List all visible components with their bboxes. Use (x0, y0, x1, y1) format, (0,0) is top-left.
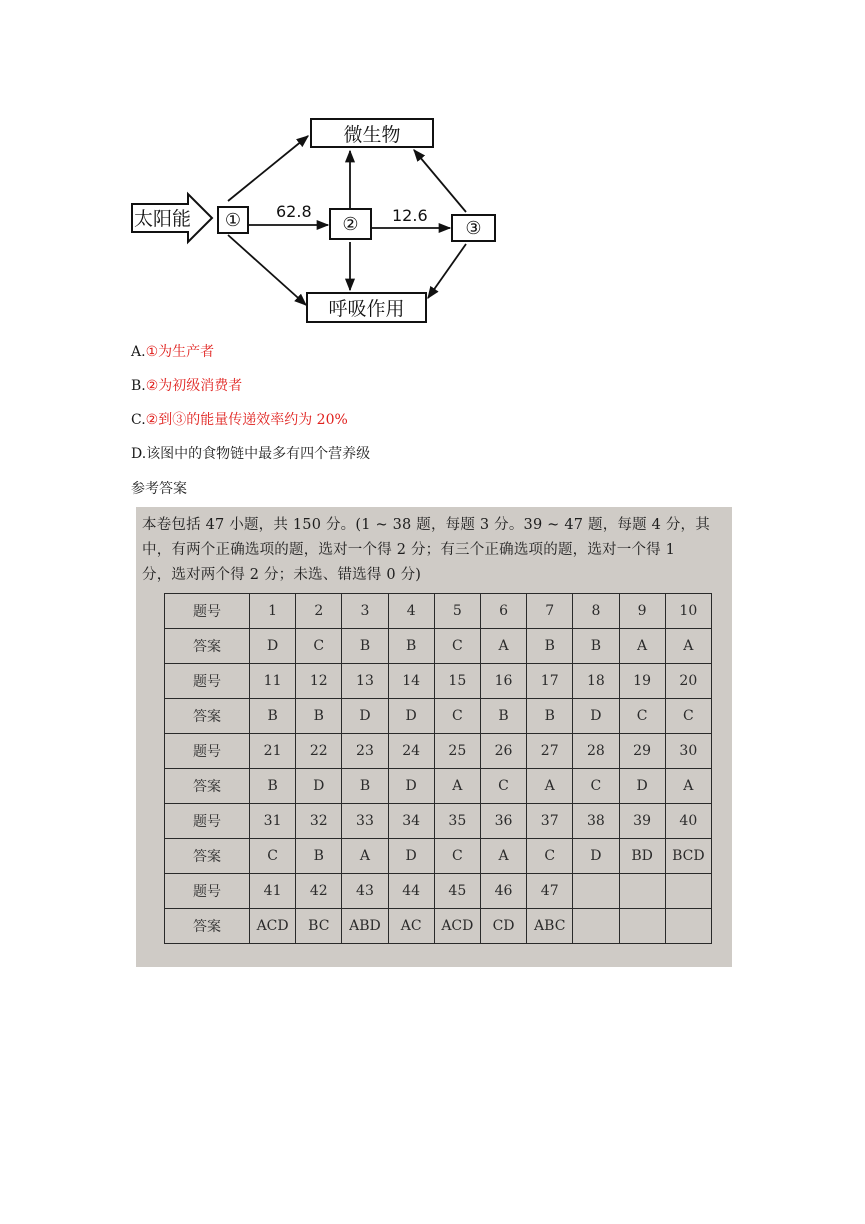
answer-cell: B (527, 699, 573, 734)
answer-cell: ACD (434, 909, 480, 944)
question-number-cell: 19 (619, 664, 665, 699)
answer-cell: B (527, 629, 573, 664)
option-b (131, 375, 242, 395)
question-number-cell: 2 (296, 594, 342, 629)
question-number-row (165, 874, 712, 909)
question-number-cell: 6 (480, 594, 526, 629)
row-label-answer: 答案 (165, 769, 250, 804)
answer-cell: B (342, 629, 388, 664)
question-number-cell: 36 (480, 804, 526, 839)
question-number-cell: 30 (665, 734, 711, 769)
answer-key-header (140, 513, 726, 588)
question-number-cell: 5 (434, 594, 480, 629)
edge-label-1-2: 62.8 (276, 202, 312, 221)
option-c-text: ②到③的能量传递效率约为 20% (145, 412, 348, 428)
answer-cell: A (527, 769, 573, 804)
answer-row (165, 909, 712, 944)
answer-cell: A (480, 839, 526, 874)
question-number-cell: 1 (250, 594, 296, 629)
question-number-cell: 35 (434, 804, 480, 839)
answer-row (165, 769, 712, 804)
question-number-cell: 9 (619, 594, 665, 629)
header-line-3: 分，选对两个得 2 分；未选、错选得 0 分) (142, 567, 422, 583)
question-number-cell: 17 (527, 664, 573, 699)
answer-cell: B (250, 769, 296, 804)
energy-flow-diagram (128, 108, 508, 328)
answer-cell (619, 909, 665, 944)
answer-row (165, 629, 712, 664)
answer-table (164, 593, 712, 944)
question-number-cell (619, 874, 665, 909)
answer-cell: AC (388, 909, 434, 944)
question-number-cell: 11 (250, 664, 296, 699)
question-number-cell: 42 (296, 874, 342, 909)
answer-cell: CD (480, 909, 526, 944)
question-number-cell: 13 (342, 664, 388, 699)
answer-cell: ACD (250, 909, 296, 944)
question-number-cell: 21 (250, 734, 296, 769)
edge-label-2-3: 12.6 (392, 206, 428, 225)
question-number-cell: 32 (296, 804, 342, 839)
question-number-cell: 46 (480, 874, 526, 909)
answer-cell: D (296, 769, 342, 804)
row-label-question: 题号 (165, 874, 250, 909)
question-number-cell: 34 (388, 804, 434, 839)
question-number-cell: 26 (480, 734, 526, 769)
row-label-answer: 答案 (165, 909, 250, 944)
arrow-1-to-microbe (228, 136, 308, 201)
answer-cell: A (480, 629, 526, 664)
question-number-cell: 14 (388, 664, 434, 699)
answer-cell: C (250, 839, 296, 874)
question-number-cell: 25 (434, 734, 480, 769)
row-label-question: 题号 (165, 804, 250, 839)
respiration-box: 呼吸作用 (306, 292, 427, 323)
question-number-cell: 37 (527, 804, 573, 839)
answer-cell: D (342, 699, 388, 734)
answer-cell: A (342, 839, 388, 874)
answer-cell: C (434, 839, 480, 874)
question-number-cell: 20 (665, 664, 711, 699)
answer-cell: D (388, 699, 434, 734)
node-3: ③ (451, 214, 496, 242)
node-2: ② (329, 208, 372, 240)
header-line-1: 本卷包括 47 小题，共 150 分。(1 ~ 38 题，每题 3 分。39 ~ 47 题，每题 4 分，其 (142, 517, 710, 533)
header-line-2: 中，有两个正确选项的题，选对一个得 2 分；有三个正确选项的题，选对一个得 1 (142, 542, 676, 558)
question-number-cell: 7 (527, 594, 573, 629)
question-number-cell: 10 (665, 594, 711, 629)
arrow-3-to-microbe (414, 150, 466, 212)
answer-cell: C (296, 629, 342, 664)
question-number-row (165, 664, 712, 699)
question-number-cell (573, 874, 619, 909)
answer-row (165, 699, 712, 734)
option-d-letter: D. (131, 446, 147, 462)
microbe-box: 微生物 (310, 118, 434, 148)
answer-cell: B (296, 839, 342, 874)
row-label-question: 题号 (165, 594, 250, 629)
question-number-cell: 28 (573, 734, 619, 769)
question-number-cell: 43 (342, 874, 388, 909)
question-number-row (165, 734, 712, 769)
question-number-cell: 3 (342, 594, 388, 629)
question-number-cell: 29 (619, 734, 665, 769)
question-number-cell: 47 (527, 874, 573, 909)
answer-cell: A (619, 629, 665, 664)
question-number-cell: 4 (388, 594, 434, 629)
answer-cell: BCD (665, 839, 711, 874)
answer-cell: B (342, 769, 388, 804)
answer-cell: B (480, 699, 526, 734)
option-c (131, 409, 348, 429)
answer-cell: ABD (342, 909, 388, 944)
question-number-cell: 12 (296, 664, 342, 699)
answer-cell: B (250, 699, 296, 734)
sun-energy-label: 太阳能 (134, 208, 192, 230)
answer-cell: B (573, 629, 619, 664)
answer-cell: C (434, 699, 480, 734)
option-d (131, 443, 370, 463)
row-label-answer: 答案 (165, 699, 250, 734)
reference-answer-label: 参考答案 (131, 481, 187, 497)
question-number-cell: 44 (388, 874, 434, 909)
question-number-cell: 18 (573, 664, 619, 699)
row-label-question: 题号 (165, 734, 250, 769)
answer-cell: D (388, 839, 434, 874)
answer-cell: BC (296, 909, 342, 944)
question-number-cell: 8 (573, 594, 619, 629)
node-1: ① (217, 206, 249, 234)
question-number-cell: 22 (296, 734, 342, 769)
arrow-1-to-respiration (228, 235, 306, 305)
answer-cell: D (388, 769, 434, 804)
question-number-cell: 41 (250, 874, 296, 909)
answer-cell: B (388, 629, 434, 664)
option-a-text: ①为生产者 (145, 344, 215, 360)
answer-cell (573, 909, 619, 944)
answer-cell: D (250, 629, 296, 664)
question-number-cell: 31 (250, 804, 296, 839)
row-label-answer: 答案 (165, 839, 250, 874)
option-d-text: 该图中的食物链中最多有四个营养级 (146, 446, 371, 462)
answer-cell: C (434, 629, 480, 664)
answer-cell: C (480, 769, 526, 804)
question-number-cell: 15 (434, 664, 480, 699)
answer-cell: A (665, 629, 711, 664)
question-number-cell: 16 (480, 664, 526, 699)
question-number-cell: 38 (573, 804, 619, 839)
answer-cell: D (573, 699, 619, 734)
answer-cell: D (619, 769, 665, 804)
option-b-text: ②为初级消费者 (145, 378, 243, 394)
answer-cell: A (434, 769, 480, 804)
answer-cell: C (665, 699, 711, 734)
answer-cell: BD (619, 839, 665, 874)
answer-cell: A (665, 769, 711, 804)
row-label-answer: 答案 (165, 629, 250, 664)
answer-key-photo (136, 507, 732, 967)
answer-cell: C (573, 769, 619, 804)
question-number-row (165, 594, 712, 629)
answer-cell: B (296, 699, 342, 734)
question-number-cell (665, 874, 711, 909)
answer-cell (665, 909, 711, 944)
arrow-3-to-respiration (428, 244, 466, 298)
option-a (131, 341, 214, 361)
answer-cell: D (573, 839, 619, 874)
question-number-cell: 45 (434, 874, 480, 909)
question-number-cell: 23 (342, 734, 388, 769)
question-number-row (165, 804, 712, 839)
option-a-letter: A. (131, 344, 146, 360)
answer-cell: C (619, 699, 665, 734)
option-b-letter: B. (131, 378, 146, 394)
row-label-question: 题号 (165, 664, 250, 699)
question-number-cell: 40 (665, 804, 711, 839)
question-number-cell: 39 (619, 804, 665, 839)
question-number-cell: 33 (342, 804, 388, 839)
option-c-letter: C. (131, 412, 146, 428)
answer-cell: ABC (527, 909, 573, 944)
question-number-cell: 24 (388, 734, 434, 769)
question-number-cell: 27 (527, 734, 573, 769)
answer-row (165, 839, 712, 874)
answer-cell: C (527, 839, 573, 874)
